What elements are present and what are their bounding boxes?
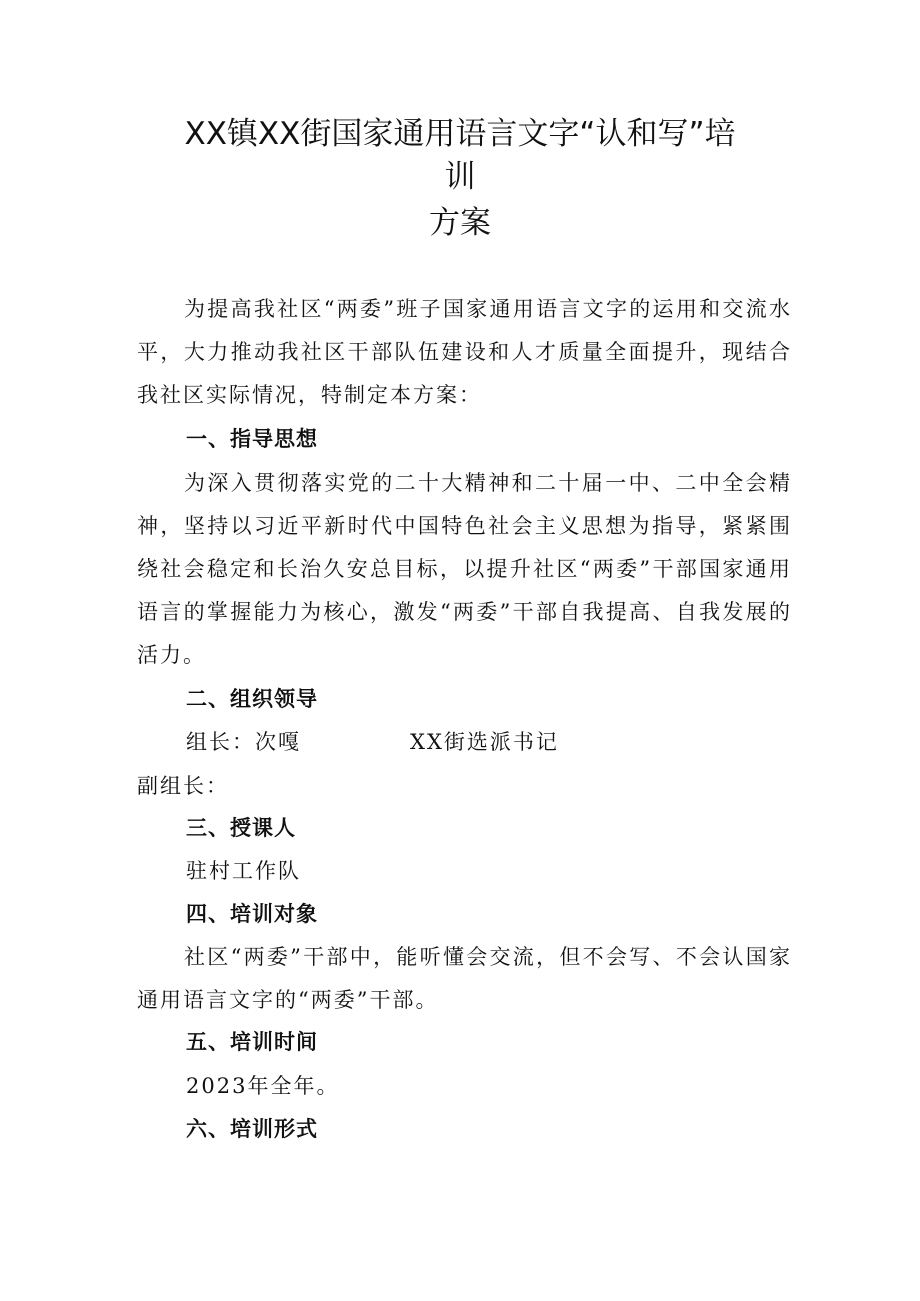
leader-label: 组长：次嘎 xyxy=(186,730,301,754)
section-heading-training-format: 六、培训形式 xyxy=(186,1117,318,1141)
leader-role: XX街选派书记 xyxy=(410,730,559,754)
section-body-lecturer: 驻村工作队 xyxy=(186,859,301,883)
section-body-training-time: 2023年全年。 xyxy=(186,1074,340,1098)
section-heading-organization: 二、组织领导 xyxy=(186,687,318,711)
document-title-line-2: 训 xyxy=(444,159,476,195)
section-heading-guiding-ideology: 一、指导思想 xyxy=(186,427,318,451)
document-title-line-1: XX镇XX街国家通用语言文字“认和写”培 xyxy=(184,116,736,152)
section-heading-training-time: 五、培训时间 xyxy=(186,1030,318,1054)
deputy-leader-label: 副组长： xyxy=(137,774,229,798)
section-heading-lecturer: 三、授课人 xyxy=(186,816,296,840)
section-heading-trainees: 四、培训对象 xyxy=(186,902,318,926)
document-title-line-3: 方案 xyxy=(429,205,491,241)
section-body-trainees: 社区“两委”干部中，能听懂会交流，但不会写、不会认国家通用语言文字的“两委”干部。 xyxy=(137,945,792,1012)
intro-paragraph: 为提高我社区“两委”班子国家通用语言文字的运用和交流水平，大力推动我社区干部队伍建设和人才质量全面提升，现结合我社区实际情况，特制定本方案： xyxy=(137,297,792,407)
section-body-guiding-ideology: 为深入贯彻落实党的二十大精神和二十届一中、二中全会精神，坚持以习近平新时代中国特色社会主义思想为指导，紧紧围绕社会稳定和长治久安总目标，以提升社区“两委”干部国家通用语言的掌握能力为核心，激发“两委”干部自我提高、自我发展的活力。 xyxy=(137,471,792,667)
